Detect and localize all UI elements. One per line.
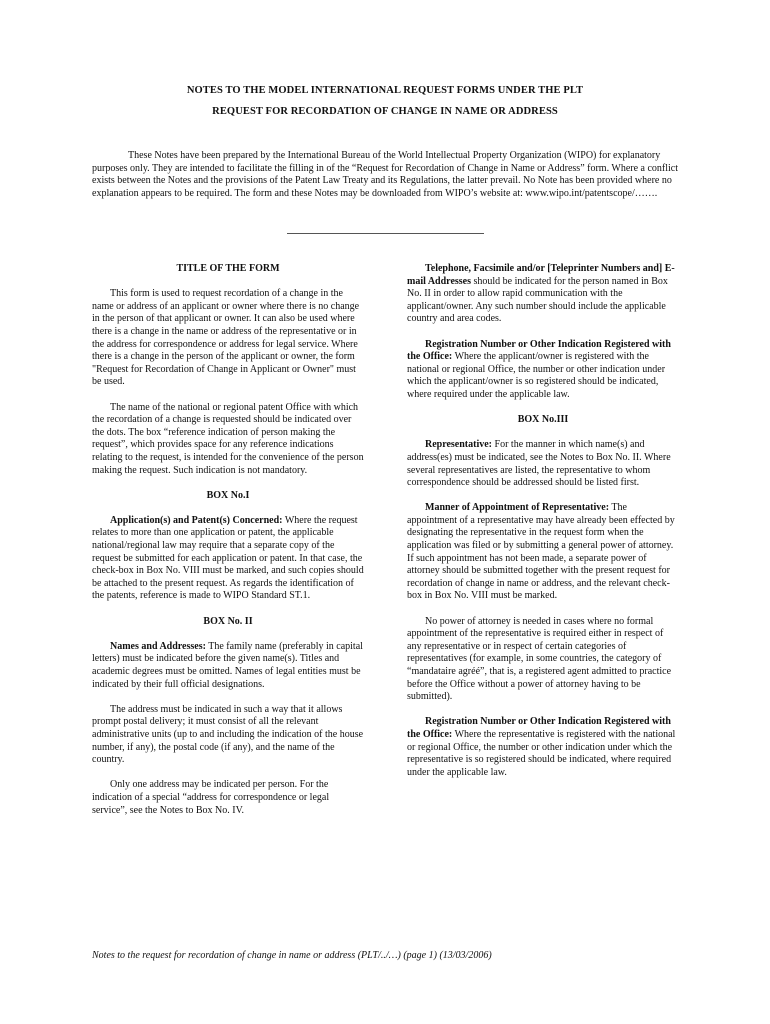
paragraph-lead: Registration Number or Other Indication Registered with the Office: xyxy=(407,716,671,740)
heading-title-of-form: TITLE OF THE FORM xyxy=(176,263,280,274)
right-column xyxy=(407,263,679,792)
paragraph-text: should be indicated for the person named in Box No. II in order to allow rapid communication with the applicant/owner. Any such number should include the applicable country and area codes. xyxy=(407,275,668,325)
paragraph: The name of the national or regional patent Office with which the recordation of a change is requested should be indicated over the dots. The box “reference indication of person making the request”, which provides space for any reference indications relating to the request, is intended for the convenience of the person making the request. Such indication is not mandatory. xyxy=(92,401,364,476)
paragraph xyxy=(92,515,364,603)
paragraph-text: Where the request relates to more than one application or patent, the applicable national/regional law may require that a separate copy of the request be submitted for each application or patent. In that case, the check-box in Box No. VIII must be marked, and such copies should be attached to the present request. As regards the identification of the patents, reference is made to WIPO Standard ST.1. xyxy=(92,514,364,602)
paragraph-text: The family name (preferably in capital letters) must be indicated before the given name(s). Titles and academic degrees must be omitted. Names of legal entities must be indicated by their full official designations. xyxy=(92,640,363,690)
paragraph-lead: Manner of Appointment of Representative: xyxy=(425,502,610,514)
heading-box-2: BOX No. II xyxy=(203,615,253,627)
left-column xyxy=(92,263,364,830)
document-title: NOTES TO THE MODEL INTERNATIONAL REQUEST FORMS UNDER THE PLT xyxy=(186,85,584,96)
paragraph: The address must be indicated in such a way that it allows prompt postal delivery; it must consist of all the relevant administrative units (up to and including the indication of the house number, if any), the postal code (if any), and the name of the country. xyxy=(92,703,364,766)
paragraph-lead: Registration Number or Other Indication Registered with the Office: xyxy=(407,338,671,363)
section-divider xyxy=(287,233,484,234)
paragraph-text: Where the applicant/owner is registered with the national or regional Office, the number or other indication under which the applicant/owner is so registered should be indicated, where required under the applicable law. xyxy=(407,351,666,400)
paragraph-text: For the manner in which name(s) and address(es) must be indicated, see the Notes to Box No. II. Where several representatives are listed, the representative to whom correspondence should be addressed should be listed first. xyxy=(407,439,671,489)
paragraph-lead: Names and Addresses: xyxy=(110,640,206,652)
paragraph xyxy=(407,502,679,603)
paragraph-text: The appointment of a representative may have already been effected by designating the representative in the request form when the application was filed or by submitting a general power of attorney. If such appointment has not been made, a separate power of attorney should be submitted together with the present request for recordation of change in name or address, and the relevant check-box in Box No. VIII must be marked. xyxy=(407,502,675,602)
paragraph xyxy=(407,263,679,326)
page-footer: Notes to the request for recordation of change in name or address (PLT/../…) (page 1) (13/03/2006) xyxy=(92,950,492,961)
paragraph xyxy=(407,439,679,489)
heading-box-1: BOX No.I xyxy=(206,489,250,501)
document-subtitle: REQUEST FOR RECORDATION OF CHANGE IN NAME OR ADDRESS xyxy=(212,106,558,117)
paragraph: This form is used to request recordation of a change in the name or address of an applicant or owner where there is no change in the person of that applicant or owner. It can also be used where there is a change in the name or address of the representative or in the address for correspondence or address for legal service. Where there is a change in the person of the applicant or owner, the form "Request for Recordation of Change in Applicant or Owner" must be used. xyxy=(92,288,360,388)
paragraph-text: Where the representative is registered with the national or regional Office, the number or other indication under which the representative is so registered should be indicated, where required under the applicable law. xyxy=(407,728,676,778)
heading-box-3: BOX No.III xyxy=(517,414,569,426)
intro-paragraph: These Notes have been prepared by the International Bureau of the World Intellectual Property Organization (WIPO) for explanatory purposes only. They are intended to facilitate the filling in of the “Request for Recordation of Change in Name or Address” form. Where a conflict exists between the Notes and the provisions of the Patent Law Treaty and its Regulations, the latter prevail. No Note has been provided where no explanation appears to be required. The form and these Notes may be downloaded from WIPO’s website at: www.wipo.int/patentscope/……. xyxy=(92,150,679,199)
paragraph: No power of attorney is needed in cases where no formal appointment of the representative is required either in respect of any representative or in respect of certain categories of representatives (for example, in some countries, the category of “mandataire agréé”, that is, a registered agent admitted to practice before the Office without a power of attorney having to be submitted). xyxy=(407,615,672,703)
paragraph-lead: Telephone, Facsimile and/or [Teleprinter Numbers and] E-mail Addresses xyxy=(407,263,675,287)
paragraph xyxy=(92,641,364,691)
paragraph: Only one address may be indicated per person. For the indication of a special “address for correspondence or legal service”, see the Notes to Box No. IV. xyxy=(92,779,330,816)
paragraph-lead: Representative: xyxy=(425,439,493,451)
paragraph-lead: Application(s) and Patent(s) Concerned: xyxy=(110,514,283,526)
paragraph xyxy=(407,716,679,779)
paragraph xyxy=(407,339,679,402)
